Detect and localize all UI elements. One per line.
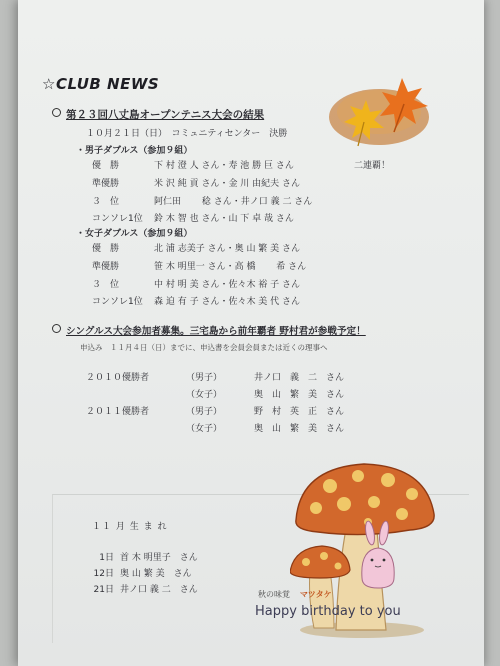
winner-row: ２０１０優勝者 （男子） 井ノ口 義 二 さん: [86, 373, 345, 383]
womens-doubles-label: ・女子ダブルス（参加９組）: [76, 229, 193, 239]
result-row: 準優勝 米 沢 純 貢 さん・金 川 由紀夫 さん: [92, 179, 301, 189]
result-row: 準優勝 笹 木 明里一 さん・高 橋 希 さん: [92, 262, 307, 272]
small-mushroom-cap: [290, 546, 350, 578]
page-title: ☆CLUB NEWS: [42, 75, 160, 93]
tennis-results-heading: 第２３回八丈島オープンテニス大会の結果: [52, 107, 264, 122]
autumn-leaves-illustration: [324, 70, 444, 160]
birthday-heading: １１ 月 生 ま れ: [92, 522, 168, 532]
birthday-row: 1日 首 木 明里子 さん: [99, 553, 198, 563]
result-row: コンソレ1位 森 迫 有 子 さん・佐々木 美 代 さん: [92, 297, 301, 307]
birthday-row: 21日 井ノ口 義 二 さん: [93, 585, 198, 595]
result-row: 優 勝 下 村 澄 人 さん・寿 池 勝 巨 さん 二連覇！: [92, 161, 391, 171]
mens-doubles-label: ・男子ダブルス（参加９組）: [76, 146, 193, 156]
result-row: ３ 位 中 村 明 美 さん・佐々木 裕 子 さん: [92, 280, 301, 290]
section-bullet-icon: [52, 108, 61, 117]
happy-birthday-text: Happy birthday to you: [255, 604, 401, 619]
result-row: コンソレ1位 鈴 木 智 也 さん・山 下 卓 哉 さん: [92, 214, 294, 224]
winner-row: （女子） 奥 山 繁 美 さん: [186, 424, 345, 434]
singles-apply-line: 申込み １１月４日（日）までに、申込書を会員会員または近くの理事へ: [80, 343, 328, 352]
section-bullet-icon: [52, 324, 61, 333]
tennis-date-line: １０月２１日（日） コミュニティセンター 決勝: [86, 129, 288, 139]
singles-heading: シングルス大会参加者募集。三宅島から前年覇者 野村君が参戦予定！: [52, 323, 366, 337]
winner-row: （女子） 奥 山 繁 美 さん: [186, 390, 345, 400]
season-caption: 秋の味覚 マツタケ: [258, 590, 332, 599]
birthday-row: 12日 奥 山 繁 美 さん: [93, 569, 192, 579]
winner-row: ２０１１優勝者 （男子） 野 村 英 正 さん: [86, 407, 345, 417]
result-row: ３ 位 阿仁田 稔 さん・井ノ口 義 二 さん: [92, 197, 313, 207]
result-row: 優 勝 北 浦 志美子 さん・奥 山 繁 美 さん: [92, 244, 301, 254]
